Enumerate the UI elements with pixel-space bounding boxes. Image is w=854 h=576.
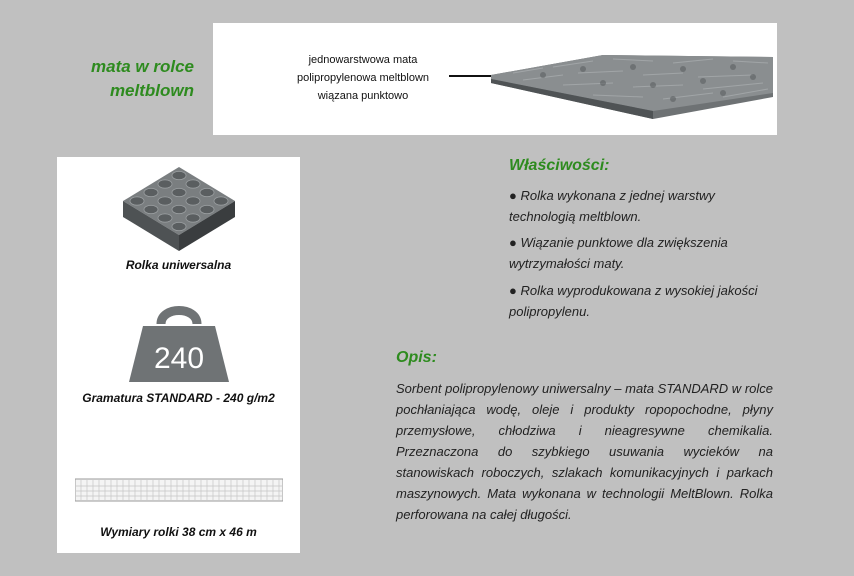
- callout-line2: polipropylenowa meltblown: [296, 72, 430, 84]
- feature-caption-universal: Rolka uniwersalna: [125, 258, 232, 272]
- tile-stud: [144, 188, 158, 196]
- product-title-line1: mata w rolce: [91, 57, 194, 76]
- mat-illustration-panel: [213, 23, 777, 135]
- feature-caption-dimensions: Wymiary rolki 38 cm x 46 m: [100, 525, 257, 539]
- product-title: [60, 55, 194, 103]
- tile-stud: [186, 180, 200, 188]
- tile-stud: [158, 180, 172, 188]
- property-item: ● Rolka wyprodukowana z wysokiej jakości polipropylenu.: [509, 283, 758, 319]
- tile-stud: [144, 205, 158, 213]
- property-item: ● Wiązanie punktowe dla zwiększenia wytrzymałości maty.: [509, 235, 728, 271]
- roll-icon: [75, 477, 283, 503]
- tile-stud: [214, 197, 228, 205]
- feature-caption-weight: Gramatura STANDARD - 240 g/m2: [82, 391, 275, 405]
- weight-icon: [127, 302, 231, 384]
- tile-stud: [186, 214, 200, 222]
- tile-stud: [158, 197, 172, 205]
- tile-stud: [186, 197, 200, 205]
- tile-stud: [130, 197, 144, 205]
- tile-stud: [200, 205, 214, 213]
- tile-stud: [172, 171, 186, 179]
- tile-stud: [172, 188, 186, 196]
- tile-stud: [172, 205, 186, 213]
- property-item: ● Rolka wykonana z jednej warstwy technologią meltblown.: [509, 188, 715, 224]
- tile-stud: [200, 188, 214, 196]
- description-title: Opis:: [396, 349, 437, 366]
- tile-stud: [158, 214, 172, 222]
- mat-sheet-icon: [483, 53, 773, 123]
- properties-title: Właściwości:: [509, 157, 610, 174]
- tile-stud: [172, 222, 186, 230]
- feature-panel: [57, 157, 300, 553]
- description-text: Sorbent polipropylenowy uniwersalny – mata STANDARD w rolce pochłaniająca wodę, oleje i produkty ropopochodne, płyny przemysłowe, chłodziwa i nieagresywne chemikalia. Przeznaczona do szybkiego usuwania wycieków na stanowiskach roboczych, szlakach komunikacyjnych i parkach maszynowych. Mata wykonana w technologii MeltBlown. Rolka perforowana na całej długości.: [396, 381, 773, 522]
- callout-line3: wiązana punktowo: [317, 90, 409, 102]
- product-title-line2: meltblown: [109, 81, 194, 100]
- callout-line1: jednowarstwowa mata: [308, 54, 418, 66]
- studded-tile-icon: [119, 163, 239, 255]
- mat-callout: [273, 51, 453, 105]
- weight-value: 240: [153, 342, 205, 375]
